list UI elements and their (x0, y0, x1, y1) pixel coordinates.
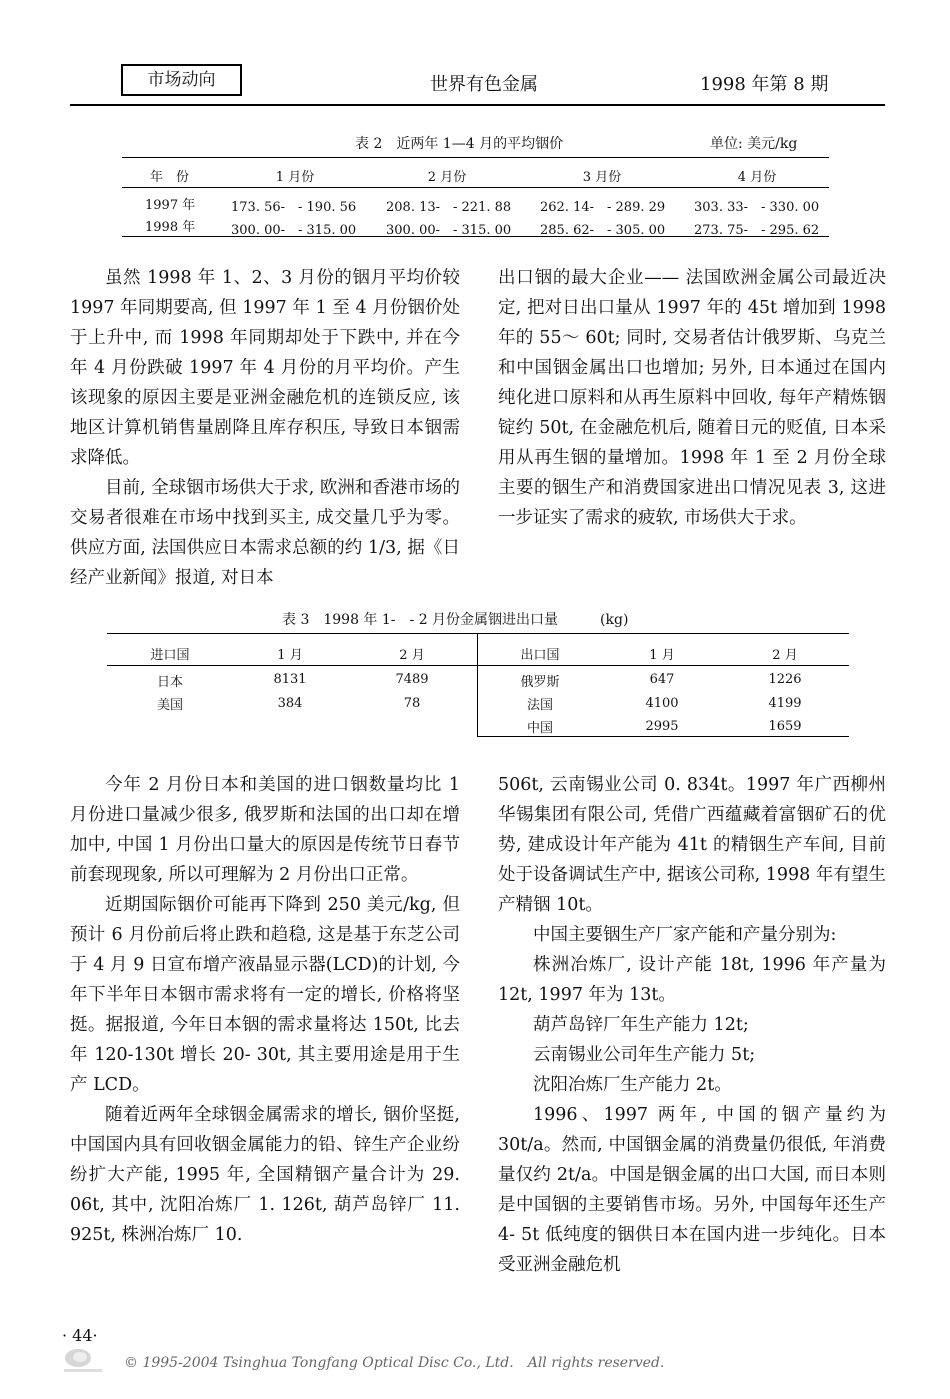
body-column-right-a (498, 263, 886, 533)
table-3-header: 进口国 (150, 648, 190, 663)
table-cell: 日本 (156, 675, 183, 690)
table-cell: 647 (649, 672, 675, 687)
table-2-unit: 单位: 美元/kg (710, 136, 798, 152)
journal-title: 世界有色金属 (430, 74, 538, 95)
publisher-logo-icon (60, 1345, 106, 1375)
page-number: · 44· (62, 1326, 98, 1345)
table-cell: 4100 (645, 696, 679, 711)
issue-label: 1998 年第 8 期 (700, 74, 829, 95)
table-cell: 262. 14- - 289. 29 (540, 200, 666, 215)
table-3-bottom-rule (477, 736, 849, 737)
body-column-left-a (70, 263, 460, 593)
copyright-notice: © 1995-2004 Tsinghua Tongfang Optical Disc Co., Ltd. All rights reserved. (124, 1355, 665, 1371)
body-column-left-b (70, 770, 460, 1250)
table-2-mid-rule (122, 187, 829, 188)
table-cell: 273. 75- - 295. 62 (694, 223, 820, 238)
table-3-header: 1 月 (277, 648, 303, 663)
paragraph: 云南锡业公司年生产能力 5t; (533, 1045, 756, 1065)
table-3-header: 2 月 (772, 648, 798, 663)
section-label: 市场动向 (121, 64, 242, 96)
paragraph: 506t, 云南锡业公司 0. 834t。1997 年广西柳州华锡集团有限公司, 凭借广西蕴藏着富铟矿石的优势, 建成设计年产能为 41t 的精铟生产车间, 目前处于设备调试生产中, 据该公司称, 1998 年有望生产精铟 10t。 (498, 775, 886, 915)
table-cell: 美国 (156, 698, 183, 713)
table-2-header: 1 月份 (275, 170, 315, 185)
table-cell: 300. 00- - 315. 00 (231, 223, 357, 238)
paragraph: 出口铟的最大企业—— 法国欧洲金属公司最近决定, 把对日出口量从 1997 年的 45t 增加到 1998 年的 55～ 60t; 同时, 交易者估计俄罗斯、乌克兰和中国铟金属出口也增加; 另外, 日本通过在国内纯化进口原料和从再生原料中回收, 每年产精炼铟锭约 50t, 在金融危机后, 随着日元的贬值, 日本采用从再生铟的量增加。1998 年 1 至 2 月份全球主要的铟生产和消费国家进出口情况见表 3, 这进一步证实了需求的疲软, 市场供大于求。 (498, 268, 886, 528)
table-2-header: 4 月份 (737, 170, 777, 185)
table-cell: 中国 (526, 721, 553, 736)
table-2-top-rule (122, 157, 829, 158)
table-cell: 303. 33- - 330. 00 (694, 200, 820, 215)
table-cell: 285. 62- - 305. 00 (540, 223, 666, 238)
table-3-header: 1 月 (649, 648, 675, 663)
table-2-header: 3 月份 (582, 170, 622, 185)
table-2-header: 年 份 (149, 170, 189, 185)
paragraph: 葫芦岛锌厂年生产能力 12t; (533, 1015, 749, 1035)
table-cell: 8131 (273, 672, 307, 687)
table-cell: 1997 年 (145, 198, 196, 213)
paragraph: 近期国际铟价可能再下降到 250 美元/kg, 但预计 6 月份前后将止跌和趋稳, 这是基于东芝公司于 4 月 9 日宣布增产液晶显示器(LCD)的计划, 今年下半年日本铟市需求将有一定的增长, 价格将坚挺。据报道, 今年日本铟的需求量将达 150t, 比去年 120-130t 增长 20- 30t, 其主要用途是用于生产 LCD。 (70, 895, 460, 1095)
table-cell: 300. 00- - 315. 00 (386, 223, 512, 238)
table-cell: 1226 (768, 672, 802, 687)
paragraph: 中国主要铟生产厂家产能和产量分别为: (533, 925, 837, 945)
table-cell: 173. 56- - 190. 56 (231, 200, 357, 215)
paragraph: 随着近两年全球铟金属需求的增长, 铟价坚挺, 中国国内具有回收铟金属能力的铅、锌生产企业纷纷扩大产能, 1995 年, 全国精铟产量合计为 29. 06t, 其中, 沈阳冶炼厂 1. 126t, 葫芦岛锌厂 11. 925t, 株洲冶炼厂 10. (70, 1105, 460, 1245)
table-3-header: 2 月 (399, 648, 425, 663)
table-cell: 384 (277, 696, 303, 711)
paragraph: 1996、1997 两年, 中国的铟产量约为 30t/a。然而, 中国铟金属的消费量仍很低, 年消费量仅约 2t/a。中国是铟金属的出口大国, 而日本则是中国铟的主要销售市场。另外, 中国每年还生产 4- 5t 低纯度的铟供日本在国内进一步纯化。日本受亚洲金融危机 (498, 1105, 886, 1275)
table-cell: 78 (403, 696, 421, 711)
table-cell: 1998 年 (145, 220, 196, 235)
table-3-caption: 表 3 1998 年 1- - 2 月份金属铟进出口量 (kg) (282, 612, 629, 628)
table-3-divider (477, 633, 478, 736)
paragraph: 株洲冶炼厂, 设计产能 18t, 1996 年产量为 12t, 1997 年为 13t。 (498, 955, 886, 1005)
table-cell: 2995 (645, 719, 679, 734)
table-3-header: 出口国 (520, 648, 560, 663)
paragraph: 目前, 全球铟市场供大于求, 欧洲和香港市场的交易者很难在市场中找到买主, 成交量几乎为零。供应方面, 法国供应日本需求总额的约 1/3, 据《日经产业新闻》报道, 对日本 (70, 478, 460, 588)
table-cell: 208. 13- - 221. 88 (386, 200, 512, 215)
table-2-bottom-rule (122, 236, 829, 237)
paragraph: 沈阳冶炼厂生产能力 2t。 (533, 1075, 732, 1095)
header-rule (70, 104, 885, 106)
table-cell: 7489 (395, 672, 429, 687)
table-cell: 4199 (768, 696, 802, 711)
table-cell: 1659 (768, 719, 802, 734)
table-3-mid-rule (107, 665, 849, 666)
paragraph: 虽然 1998 年 1、2、3 月份的铟月平均价较 1997 年同期要高, 但 1997 年 1 至 4 月份铟价处于上升中, 而 1998 年同期却处于下跌中, 并在今年 4 月份跌破 1997 年 4 月份的月平均价。产生该现象的原因主要是亚洲金融危机的连锁反应, 该地区计算机销售量剧降且库存积压, 导致日本铟需求降低。 (70, 268, 460, 468)
table-cell: 俄罗斯 (520, 675, 560, 690)
table-3-top-rule (107, 633, 849, 634)
body-column-right-b (498, 770, 886, 1280)
table-2-header: 2 月份 (427, 170, 467, 185)
paragraph: 今年 2 月份日本和美国的进口铟数量均比 1 月份进口量减少很多, 俄罗斯和法国的出口却在增加中, 中国 1 月份出口量大的原因是传统节日春节前套现现象, 所以可理解为 2 月份出口正常。 (70, 775, 460, 885)
table-2-caption: 表 2 近两年 1—4 月的平均铟价 (355, 136, 564, 152)
table-cell: 法国 (526, 698, 553, 713)
